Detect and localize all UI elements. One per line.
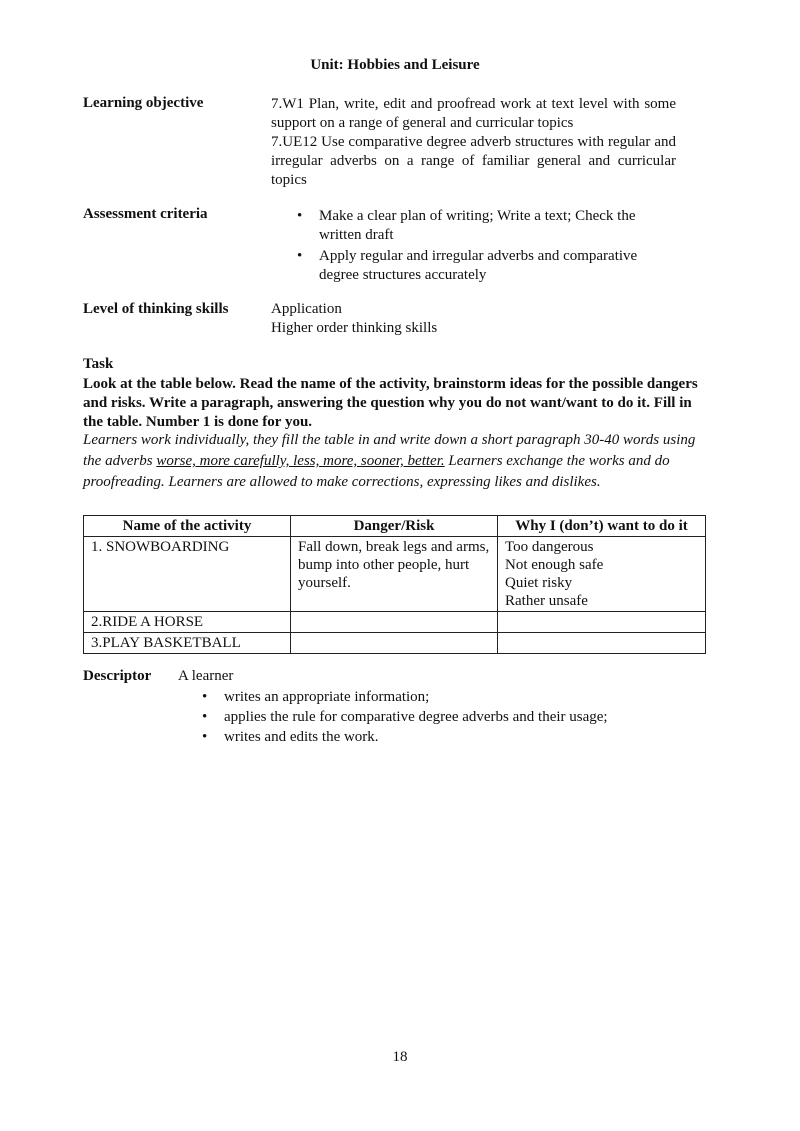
cell-activity: 2.RIDE A HORSE bbox=[84, 612, 291, 633]
task-instruction: Look at the table below. Read the name of the activity, brainstorm ideas for the possible dangers and risks. Write a paragraph, answering the question why you do not want/want to do it. Fill in the table. Number 1 is done for you. bbox=[83, 376, 698, 430]
unit-title: Unit: Hobbies and Leisure bbox=[310, 57, 480, 73]
task-note-start: Learners work individually, they fill the table in and write down a short paragraph 30-40 words using the adverbs bbox=[83, 432, 696, 469]
cell-activity: 3.PLAY BASKETBALL bbox=[84, 633, 291, 654]
descriptor-intro: A learner bbox=[178, 668, 234, 684]
header-why: Why I (don’t) want to do it bbox=[498, 516, 706, 537]
learning-objective-label: Learning objective bbox=[83, 95, 204, 111]
thinking-skills-text bbox=[271, 300, 437, 338]
cell-danger bbox=[291, 612, 498, 633]
descriptor-item: • writes an appropriate information; bbox=[198, 687, 718, 707]
cell-why bbox=[498, 612, 706, 633]
why-line: Rather unsafe bbox=[505, 593, 588, 609]
objective-line-2: 7.UE12 Use comparative degree adverb structures with regular and irregular adverbs on a range of familiar general and curricular topics bbox=[271, 134, 676, 188]
objective-line-1: 7.W1 Plan, write, edit and proofread work at text level with some support on a range of general and curricular topics bbox=[271, 96, 676, 131]
thinking-line: Application bbox=[271, 301, 342, 317]
task-note-end: Learners exchange the works and do proofreading. Learners are allowed to make corrections, expressing likes and dislikes. bbox=[83, 453, 670, 490]
thinking-line: Higher order thinking skills bbox=[271, 320, 438, 336]
why-line: Too dangerous bbox=[505, 539, 594, 555]
assessment-criteria-label: Assessment criteria bbox=[83, 206, 208, 222]
activity-table bbox=[83, 515, 706, 654]
cell-why bbox=[498, 537, 706, 612]
header-activity: Name of the activity bbox=[84, 516, 291, 537]
why-line: Not enough safe bbox=[505, 557, 604, 573]
descriptor-item: • writes and edits the work. bbox=[198, 727, 718, 747]
table-row bbox=[84, 537, 706, 612]
page-number: 18 bbox=[392, 1049, 408, 1065]
table-header-row bbox=[84, 516, 706, 537]
task-note bbox=[83, 430, 705, 493]
cell-activity: 1. SNOWBOARDING bbox=[84, 537, 291, 612]
cell-danger: Fall down, break legs and arms, bump into other people, hurt yourself. bbox=[291, 537, 498, 612]
why-line: Quiet risky bbox=[505, 575, 573, 591]
cell-danger bbox=[291, 633, 498, 654]
descriptor-item: • applies the rule for comparative degree adverbs and their usage; bbox=[198, 707, 718, 727]
header-danger: Danger/Risk bbox=[291, 516, 498, 537]
assessment-criteria-list bbox=[271, 207, 671, 285]
table-row bbox=[84, 633, 706, 654]
thinking-skills-label: Level of thinking skills bbox=[83, 301, 229, 317]
descriptor-label: Descriptor bbox=[83, 668, 152, 684]
table-row bbox=[84, 612, 706, 633]
assessment-item: • Apply regular and irregular adverbs and comparative degree structures accurately bbox=[271, 247, 671, 285]
cell-why bbox=[498, 633, 706, 654]
learning-objective-text bbox=[271, 95, 676, 190]
assessment-item: • Make a clear plan of writing; Write a text; Check the written draft bbox=[271, 207, 671, 245]
task-label: Task bbox=[83, 356, 114, 372]
task-adverbs: worse, more carefully, less, more, sooner, better. bbox=[156, 453, 445, 469]
descriptor-list bbox=[198, 687, 718, 747]
